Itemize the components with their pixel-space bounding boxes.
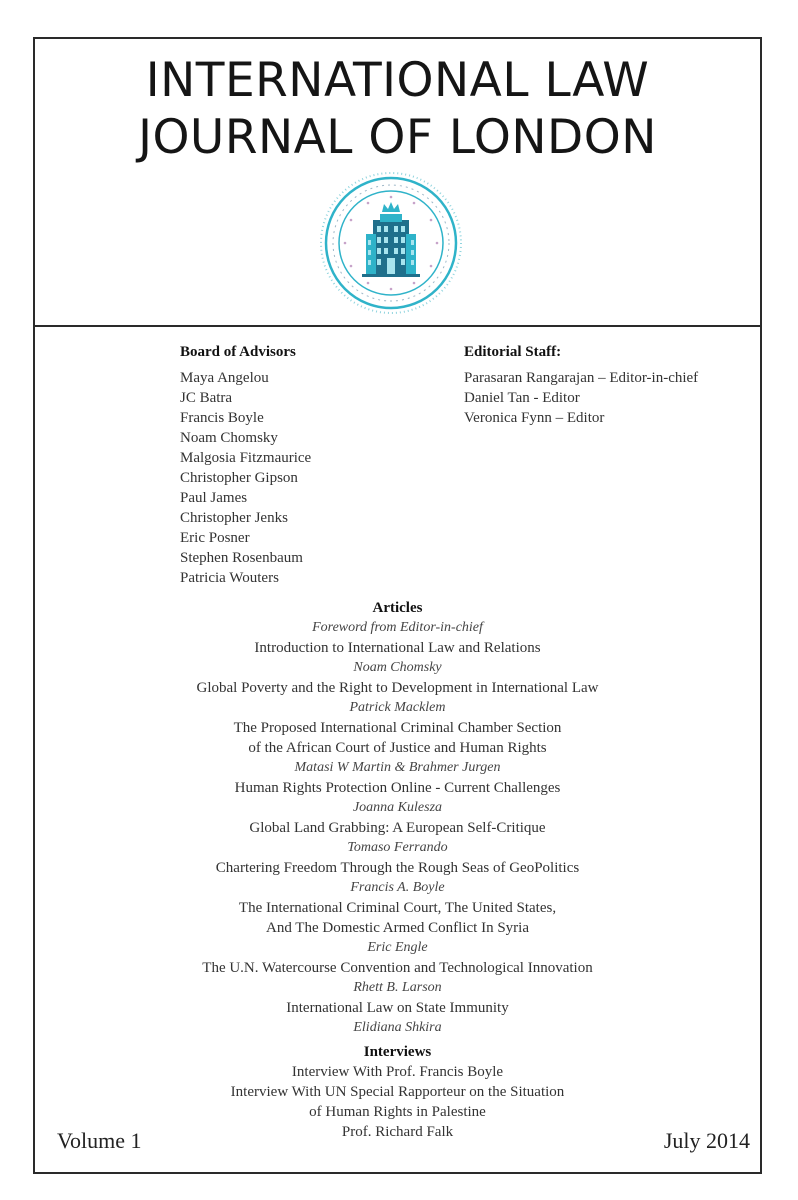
article-author: Rhett B. Larson (353, 980, 442, 995)
article-title: The U.N. Watercourse Convention and Technological Innovation (202, 960, 593, 976)
board-member: Patricia Wouters (180, 570, 279, 586)
interviews-heading: Interviews (363, 1044, 432, 1060)
board-of-advisors (180, 344, 311, 588)
staff-heading: Editorial Staff: (464, 344, 562, 360)
board-member: Francis Boyle (180, 410, 264, 426)
board-member: Stephen Rosenbaum (180, 550, 303, 566)
article-author: Foreword from Editor-in-chief (312, 620, 483, 635)
article-author: Joanna Kulesza (352, 800, 443, 815)
article-title: And The Domestic Armed Conflict In Syria (265, 920, 529, 936)
board-member: Eric Posner (180, 530, 250, 546)
staff-member: Daniel Tan - Editor (464, 390, 580, 406)
article-title: Global Land Grabbing: A European Self-Critique (249, 820, 546, 836)
article-author: Tomaso Ferrando (347, 840, 448, 855)
staff-member: Veronica Fynn – Editor (464, 410, 605, 426)
articles-heading: Articles (372, 600, 423, 616)
article-title: Chartering Freedom Through the Rough Seas of GeoPolitics (215, 860, 580, 876)
article-list (33, 618, 762, 1038)
article-title: The International Criminal Court, The United States, (238, 900, 557, 916)
board-member-list (180, 368, 311, 588)
journal-title-line-2: JOURNAL OF LONDON (138, 110, 657, 165)
interview-item: Interview With UN Special Rapporteur on the Situation (230, 1084, 565, 1100)
article-title: of the African Court of Justice and Human Rights (248, 740, 547, 756)
article-title: Human Rights Protection Online - Current Challenges (234, 780, 561, 796)
interview-item: of Human Rights in Palestine (309, 1104, 486, 1120)
building-seal-icon (318, 170, 464, 316)
board-member: Paul James (180, 490, 248, 506)
board-member: Christopher Gipson (180, 470, 298, 486)
contents (33, 598, 762, 1142)
board-member: Malgosia Fitzmaurice (180, 450, 312, 466)
volume-label: Volume 1 (57, 1128, 142, 1153)
article-author: Francis A. Boyle (350, 880, 445, 895)
article-title: International Law on State Immunity (286, 1000, 509, 1016)
staff-member-list (464, 368, 698, 428)
interview-list (33, 1062, 762, 1142)
board-member: Christopher Jenks (180, 510, 288, 526)
board-heading: Board of Advisors (180, 344, 296, 360)
editorial-staff (464, 344, 698, 428)
article-author: Patrick Macklem (349, 700, 446, 715)
header-divider (33, 325, 762, 327)
board-member: JC Batra (180, 390, 233, 406)
article-author: Eric Engle (367, 940, 428, 955)
journal-title (33, 52, 762, 166)
journal-title-line-1: INTERNATIONAL LAW (145, 53, 650, 108)
staff-member: Parasaran Rangarajan – Editor-in-chief (464, 370, 699, 386)
article-title: The Proposed International Criminal Chamber Section (233, 720, 562, 736)
article-author: Elidiana Shkira (353, 1020, 442, 1035)
article-author: Noam Chomsky (353, 660, 442, 675)
board-member: Noam Chomsky (180, 430, 278, 446)
article-author: Matasi W Martin & Brahmer Jurgen (294, 760, 501, 775)
article-title: Global Poverty and the Right to Development in International Law (196, 680, 599, 696)
board-member: Maya Angelou (180, 370, 269, 386)
issue-date: July 2014 (663, 1128, 750, 1153)
interview-item: Interview With Prof. Francis Boyle (291, 1064, 504, 1080)
article-title: Introduction to International Law and Relations (254, 640, 541, 656)
interview-item: Prof. Richard Falk (341, 1124, 454, 1140)
